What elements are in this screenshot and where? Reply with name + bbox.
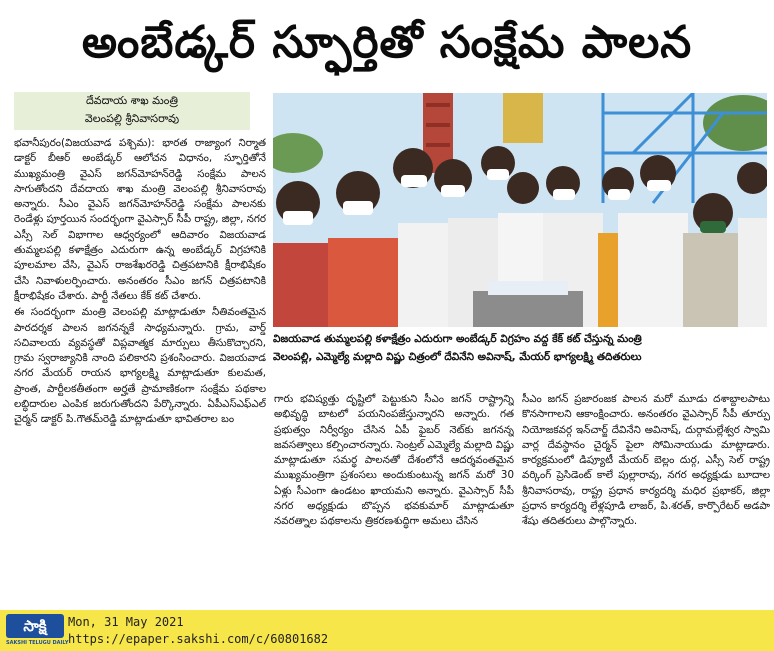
epaper-link[interactable]: https://epaper.sakshi.com/c/60801682: [68, 632, 329, 646]
headline: అంబేడ్కర్ స్ఫూర్తితో సంక్షేమ పాలన: [81, 17, 693, 68]
subhead-box: [14, 92, 250, 130]
article-paragraph: భవానీపురం(విజయవాడ పశ్చిమ): భారత రాజ్యాంగ నిర్మాత డాక్టర్ బీఆర్ అంబేడ్కర్ ఆలోచన విధానం, స్ఫూర్తితోనే ముఖ్యమంత్రి వైఎస్ జగన్‌మోహన్‌రెడ్డి సంక్షేమ పాలన సాగుతోందని దేవదాయ శాఖ మంత్రి వెలంపల్లి శ్రీనివాసరావు అన్నారు. సీఎం వైఎస్ జగన్‌మోహన్‌రెడ్డి సంక్షేమ పాలనకు రెండేళ్లు పూర్తయిన సందర్భంగా వైఎస్సార్ సీపీ రాష్ట్ర, జిల్లా, నగర ఎస్సీ సెల్ విభాగాల ఆధ్వర్యంలో ఆదివారం విజయవాడ తుమ్మలపల్లి కళాక్షేత్రం ఎదురుగా ఉన్న అంబేడ్కర్ విగ్రహానికి పూలమాల వేసి, వైఎస్ రాజశేఖరరెడ్డి చిత్రపటానికి క్షీరాభిషేకం చేసి నివాళులర్పించారు. అనంతరం సీఎం జగన్ చిత్రపటానికి క్షీరాభిషేకం చేశారు. పార్టీ నేతలు కేక్ కట్ చేశారు.: [14, 137, 266, 302]
photo-caption: [273, 330, 767, 386]
article-column-2: [274, 392, 514, 603]
caption-line-2: వెలంపల్లి, ఎమ్మెల్యే మల్లాది విష్ణు చిత్రంలో దేవినేని అవినాష్, మేయర్ భాగ్యలక్ష్మి తదితరులు: [273, 351, 642, 363]
news-photo: [273, 93, 767, 327]
footer-bar: [0, 610, 774, 651]
logo-text: సాక్షి: [6, 614, 64, 638]
subhead-line-1: దేవదాయ శాఖ మంత్రి: [86, 94, 178, 107]
sakshi-logo[interactable]: [6, 614, 69, 648]
article-paragraph: సీఎం జగన్ ప్రజారంజక పాలన మరో మూడు దశాబ్దాలపాటు కొనసాగాలని ఆకాంక్షించారు. అనంతరం వైఎస్సార్ సీపీ తూర్పు నియోజకవర్గ ఇన్‌చార్జ్ దేవినేని అవినాష్, దుర్గామల్లేశ్వర స్వామి వార్ల దేవస్థానం చైర్మన్ పైలా సోమినాయుడు మాట్లాడారు. కార్యక్రమంలో డిప్యూటీ మేయర్ బెల్లం దుర్గ, ఎస్సీ సెల్ రాష్ట్ర వర్కింగ్ ప్రెసిడెంట్ కాలే పుల్లారావు, నగర అధ్యక్షుడు బూదాల శ్రీనివాసరావు, రాష్ట్ర ప్రధాన కార్యదర్శి మధిర ప్రభాకర్, జిల్లా ప్రధాన కార్యదర్శి లేళ్లపూడి లాజర్, పి.శరత్, కార్పొరేటర్ అడపా శేషు తదితరులు పాల్గొన్నారు.: [522, 393, 770, 528]
article-column-1: [14, 136, 266, 603]
logo-subtext: SAKSHI TELUGU DAILY: [6, 640, 69, 646]
caption-line-1: విజయవాడ తుమ్మలపల్లి కళాక్షేత్రం ఎదురుగా అంబేడ్కర్ విగ్రహం వద్ద కేక్ కట్ చేస్తున్న మంత్రి: [273, 333, 642, 345]
publish-date: Mon, 31 May 2021: [68, 615, 184, 629]
article-paragraph: ఈ సందర్భంగా మంత్రి వెలంపల్లి మాట్లాడుతూ నీతివంతమైన పారదర్శక పాలన జగనన్నకే సాధ్యమన్నారు. గ్రామ, వార్డ్ సచివాలయ వ్యవస్థతో విప్లవాత్మక మార్పులు తీసుకొచ్చారని, గ్రామ స్వరాజ్యానికి నాంది పలికారని ప్రశంసించారు. విజయవాడ నగర మేయర్ రాయన భాగ్యలక్ష్మి మాట్లాడుతూ కులమత, ప్రాంత, పార్టీలకతీతంగా అర్హతే ప్రామాణికంగా సంక్షేమ పథకాల లబ్ధిదారుల ఎంపిక జరుగుతోందని పేర్కొన్నారు. ఏపీఎస్ఎఫ్ఎల్ చైర్మన్ డాక్టర్ పి.గౌతమ్‌రెడ్డి మాట్లాడుతూ భావితరాల బం: [14, 306, 266, 426]
photo-illustration: [273, 93, 767, 327]
subhead-line-2: వెలంపల్లి శ్రీనివాసరావు: [84, 112, 180, 125]
article-paragraph: గారు భవిష్యత్తు దృష్టిలో పెట్టుకుని సీఎం జగన్ రాష్ట్రాన్ని అభివృద్ధి బాటలో పయనింపజేస్తున్నారని అన్నారు. గత ప్రభుత్వం నిర్వీర్యం చేసిన ఏపీ ఫైబర్ నెట్‌కు జగనన్న జవసత్వాలు కల్పించారన్నారు. సెంట్రల్ ఎమ్మెల్యే మల్లాది విష్ణు మాట్లాడుతూ సమర్థ పాలనతో దేశంలోనే ఆదర్శవంతమైన ముఖ్యమంత్రిగా ప్రశంసలు అందుకుంటున్న జగన్ మరో 30 ఏళ్లు సీఎంగా ఉండటం ఖాయమని అన్నారు. వైఎస్సార్ సీపీ నగర అధ్యక్షుడు బొప్పన భవకుమార్ మాట్లాడుతూ నవరత్నాల పథకాలను త్రికరణశుద్ధిగా అమలు చేసిన: [274, 393, 514, 528]
article-column-3: [522, 392, 770, 603]
